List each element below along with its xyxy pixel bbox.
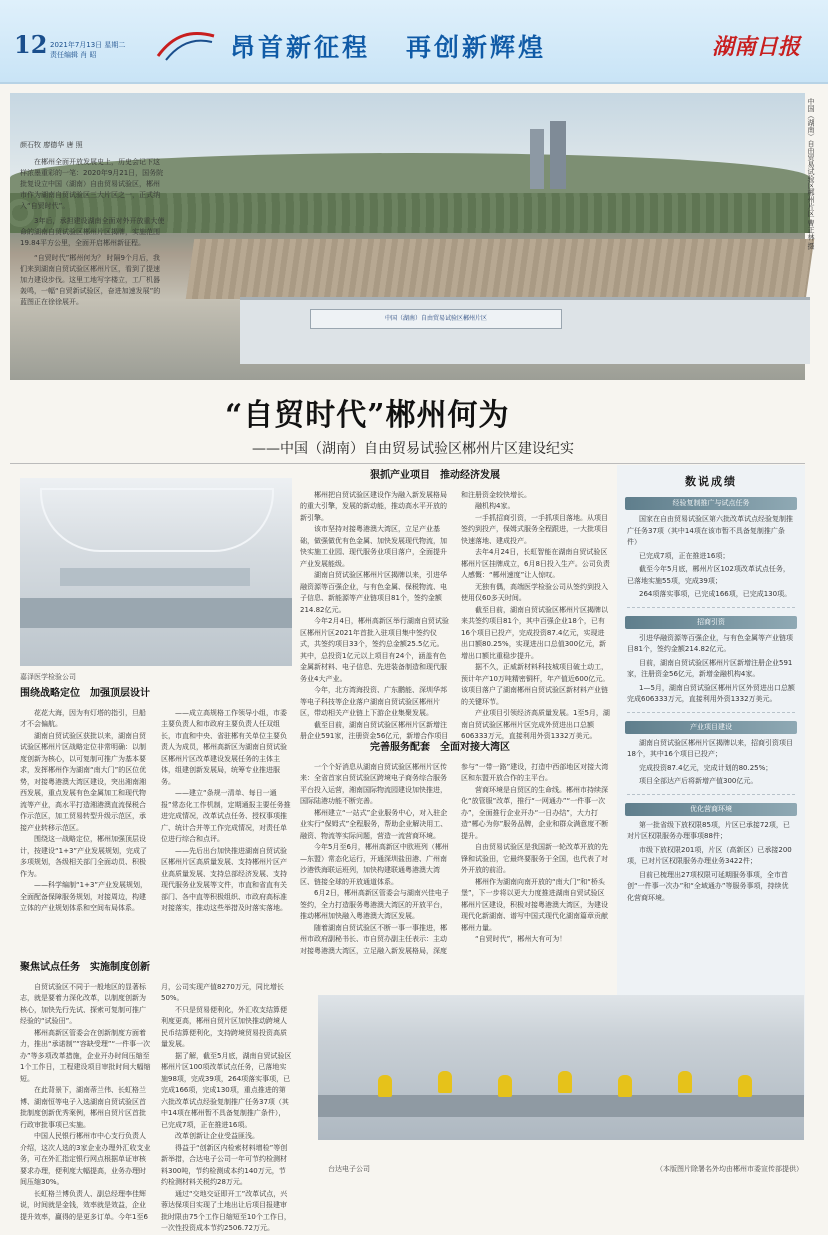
paragraph: 郴州高新区管委会在创新制度方面着力，推出“承诺制”“容缺受理”“一件事一次办”等多项改革措施，企业开办时间压缩至1个工作日，工程建设项目审批时间大幅缩短。	[20, 1028, 151, 1083]
stats-line: 264项落实事项，已完成166项，已完成130项。	[639, 590, 792, 598]
factory-photo	[318, 995, 804, 1140]
stats-block	[627, 738, 795, 788]
paragraph: 郴州建立“一站式”企业服务中心，对入驻企业实行“保姆式”全程服务，帮助企业解决用工、融资、物流等实际问题，营造一流营商环境。	[300, 808, 448, 840]
paragraph: 郴州作为湖南向南开放的“南大门”和“桥头堡”，下一步将以更大力度推进湖南自贸试验区郴州片区建设，积极对接粤港澳大湾区，为建设现代化新湖南、谱写中国式现代化湖南篇章贡献郴州力量。	[461, 877, 608, 932]
editor-line: 责任编辑 肖 昭	[50, 51, 97, 59]
paragraph: ——建立“条规一清单、每日一通报”常态化工作机制，定期通报主要任务推进完成情况，改革试点任务、授权事项推广、统计合并等工作完成情况，对责任单位进行综合和点评。	[161, 789, 291, 843]
article-section	[300, 742, 610, 990]
page-number: 12	[14, 30, 48, 59]
stats-heading: 优化营商环境	[625, 803, 797, 816]
header-slogan	[230, 28, 546, 64]
intro-paragraph: 3年后，承担建设湖南全面对外开放重大使命的湖南自贸试验区郴州片区揭牌，实施范围19.84平方公里，全面开启郴州新征程。	[20, 217, 165, 247]
stats-line: 国家在自由贸易试验区第六批改革试点经验复制推广任务37项（其中14项在该市暂不具备复制推广条件）	[627, 515, 793, 546]
photo-worker	[498, 1075, 512, 1097]
paragraph: 融机构4家。	[475, 502, 515, 510]
stats-line: 项目全部达产后将新增产值300亿元。	[639, 777, 758, 785]
photo-ceiling	[40, 488, 274, 552]
photo-credit: （本版图片除署名外均由郴州市委宣传部提供）	[656, 1165, 803, 1173]
lab-photo-caption: 嘉泽医学检验公司	[20, 673, 76, 681]
paragraph: 在此背景下，湖南蒂兰伟、长虹格兰博、湖南恒等电子入选湖南自贸试验区首批制度创新优秀案例，郴州自贸片区首批行政审批事项已实施。	[20, 1086, 146, 1129]
photo-worker	[678, 1071, 692, 1093]
stats-heading: 经验复制推广与试点任务	[625, 497, 797, 510]
section-title: 完善服务配套 全面对接大湾区	[370, 742, 510, 753]
factory-photo-caption: 台达电子公司	[328, 1165, 370, 1173]
paragraph: 围绕这一战略定位，郴州加强顶层设计，按建设“1+3”产业发展规划，完成了多项规划，各级相关部门全面动员、积极作为。	[20, 835, 148, 878]
paragraph: 今年2月4日，郴州高新区举行湖南自贸试验区郴州片区2021年首批入驻项目集中签约仪式，共签约项目33个，签约总金额25.5亿元。其中，总投资1亿元以上项目有24个，涵盖有色金属新材料、电子信息、先进装备制造和现代服务业4大产业。	[300, 617, 449, 683]
article-section	[20, 688, 292, 958]
intro-paragraph: 在郴州全面开放发展史上，历史会记下这样浓墨重彩的一笔：2020年9月21日，国务院批复设立中国（湖南）自由贸易试验区，郴州市作为湖南自贸试验区三大片区之一，正式纳入“自贸时代”。	[20, 158, 164, 210]
paragraph: 花花大海，因为有灯塔的指引，旦船才不会偏航。	[20, 708, 146, 728]
stats-line: 已完成7项，正在推进16项；	[639, 551, 730, 560]
photo-warehouse-roof	[186, 239, 814, 299]
stats-line: 目前，湖南自贸试验区郴州片区新增注册企业591家，注册资金56亿元，新增金融机构4家。	[627, 658, 793, 678]
stats-heading: 产业项目建设	[625, 721, 797, 734]
paragraph: 湖南自贸试验区郴州片区揭牌以来，引进华融资源等百强企业，与有色金属、保税物流、电子信息、新能源等产业链项目81个，签约金额214.82亿元。	[300, 571, 447, 614]
lab-photo	[20, 478, 292, 666]
intro-paragraph: “自贸时代”郴州何为？ 时隔9个月后，我们来到湖南自贸试验区郴州片区，看到了提速加力建设步伐。这里工地写字楼立，工厂机器轰鸣，一幅“自贸新试验区，奋进加速发展”的蓝图正在徐徐展开。	[20, 254, 161, 306]
slogan-2: 再创新辉煌	[406, 33, 547, 62]
paragraph: 截至目前，湖南自贸试验区郴州片区揭牌以来共签约项目81个，其中百强企业18个，已有16个项目已投产，完成投资87.4亿元，实现进出口额80.25%，实现进出口总值300亿元，新增出口额比重稳步提升。	[461, 605, 608, 660]
paragraph: 营商环境是自贸区的生命线。郴州市持续深化“放管服”改革，推行“一网通办”“一件事一次办”，全面推行企业开办“一日办结”，大力打造“郴心为你”服务品牌，企业和群众满意度不断提升。	[461, 785, 609, 840]
stats-divider	[627, 794, 795, 795]
section-title: 围绕战略定位 加强顶层设计	[20, 688, 150, 699]
article-section	[300, 470, 610, 740]
stats-line: 目前已梳理出27项权限可延期服务事项，全市首创“一件事一次办”和“全域通办”等服务事项，持续优化营商环境。	[627, 870, 789, 902]
stats-line: 引进华融资源等百强企业，与有色金属等产业链项目81个，签约金额214.82亿元。	[627, 633, 793, 653]
photo-side-caption: 中国（湖南）自由贸易试验区郴州片区 曹正林 摄	[807, 98, 815, 250]
paragraph: 湖南自贸试验区获批以来，湖南自贸试验区郴州片区战略定位非常明确：以制度创新为核心，以可复制可推广为基本要求，发挥郴州作为湖南“南大门”的区位优势，对接粤港澳大湾区建设，突出湘南湘西发展，重点发展有色金属加工和现代物流等产业，高水平打造湘港澳直流保税合作示范区，加工贸易转型升级示范区，承接产业转移示范区。	[20, 731, 147, 832]
paragraph: 该市坚持对接粤港澳大湾区，立足产业基础，做强做优有色金属、加快发展现代物流，加快实施工业园、现代服务业项目落户，全面提升产业发展能级。	[300, 525, 447, 568]
stats-line: 市级下放权限201项，片区（高新区）已承接200项，已对片区权限服务办理业务3422件；	[627, 845, 792, 865]
stats-line: 完成投资87.4亿元，完成计划的80.25%；	[639, 763, 773, 772]
paragraph: “自贸时代”，郴州大有可为！	[475, 935, 567, 943]
photo-worker	[378, 1075, 392, 1097]
photo-worker	[738, 1075, 752, 1097]
paragraph: 通过“交地交证即开工”改革试点，兴蓉达保项目实现了土地出让后项目报建审批时限由75个工作日缩短至10个工作日，一次性投资成本节约2506.72万元。	[161, 1189, 291, 1232]
paper-name: 湖南日报	[711, 34, 800, 60]
photo-worker	[438, 1071, 452, 1093]
stats-divider	[627, 607, 795, 608]
paragraph: 自由贸易试验区是我国新一轮改革开放的先锋和试验田，它最终要服务于全国，也代表了对外开放的前沿。	[461, 843, 608, 874]
headline: “自贸时代”郴州何为	[225, 398, 510, 433]
paragraph: 一个个好消息从湖南自贸试验区郴州片区传来：全省首家自贸试验区跨境电子商务综合服务平台投入运营，湘南国际物流园建设加快推进，国际陆港功能不断完善。	[300, 762, 447, 805]
divider	[10, 463, 805, 464]
paragraph: 郴州把自贸试验区建设作为融入新发展格局的重大引擎，发展的新动能，推动高水平开放的新引擎。	[300, 490, 447, 522]
stats-line: 第一批省级下放权限85项，片区已承接72项，已对片区权限服务办理事项88件；	[627, 820, 790, 840]
article-section	[20, 962, 292, 1232]
paragraph: 产业项目引领经济高质量发展。1至5月，湖南自贸试验区郴州片区完成外贸进出口总额606333万元，直接利用外资1332万美元。	[461, 709, 610, 740]
stats-line: 1—5月，湖南自贸试验区郴州片区外贸进出口总额完成606333万元，直接利用外资1332万美元。	[627, 683, 795, 703]
slogan-1: 昂首新征程	[230, 33, 371, 62]
stats-block	[627, 514, 795, 601]
paragraph: 据了解，截至5月底，湖南自贸试验区郴州片区100项改革试点任务，已落地实施98项，完成39项，264项落实事项，已完成166项，完成130项，重点推进的第六批改革试点经验复制推广任务37项（其中14项在郴州暂不具备复制推广条件），已完成7项，正在推进16项。	[161, 1051, 292, 1129]
paragraph: 自贸试验区不同于一般地区的显著标志，就是要着力深化改革，以制度创新为核心，加快先行先试、探索可复制可推广经验的“试验田”。	[20, 982, 146, 1025]
ribbon-decoration-icon	[156, 26, 216, 62]
paragraph: 不只是贸易便利化，外汇收支结算便利度更高，郴州自贸片区加快推动跨境人民币结算便利化，支持跨境贸易投资高质量发展。	[161, 1005, 287, 1048]
byline: 颜石牧 廖德华 唐 照	[20, 141, 83, 149]
subheadline: ——中国（湖南）自由贸易试验区郴州片区建设纪实	[252, 441, 574, 457]
photo-worker	[618, 1075, 632, 1097]
photo-bench	[60, 568, 250, 586]
stats-block	[627, 820, 795, 905]
date-line: 2021年7月13日 星期二	[50, 41, 126, 49]
paragraph: ——科学编制“1+3”产业发展规划，全面配备保障服务规划，对接周边，构建立体的产业规划体系和空间布局体系。	[20, 881, 148, 912]
stats-heading: 招商引资	[625, 616, 797, 629]
paragraph: 得益于“创新区内检索材料增检”等创新举措，合达电子公司一年可节约检测材料300吨，节约检测成本约140万元，节约检测材料关税约28万元。	[161, 1143, 288, 1186]
photo-warehouse-wall	[240, 297, 810, 364]
photo-tower	[550, 121, 566, 189]
paragraph: 长虹格兰博负责人、副总经理李佳辉说，时间就是金钱，效率就是效益，企业提升效率，赢得的是更多订单。今年1至6月，公司实现产值8270万元，同比增长50%。	[20, 982, 284, 1221]
stats-block	[627, 633, 795, 706]
photo-assembly-line	[318, 1095, 804, 1117]
paragraph: 今年，北方湾海投资、广东鹏能、深圳华邦等电子科技等企业落户湖南自贸试验区郴州片区，带动相关产业链上下游企业集聚发展。	[300, 686, 447, 717]
paragraph: 改革创新让企业受益匪浅。	[175, 1132, 259, 1140]
paragraph: ——成立高规格工作领导小组，市委主要负责人和市政府主要负责人任双组长，市直和中央、省驻郴有关单位主要负责人为成员，郴州高新区为湖南自贸试验区郴州片区改革建设发展任务的主体主体，组建创新发展局，统筹专业推进服务。	[161, 708, 287, 786]
paragraph: 去年4月24日，长虹智能在湖南自贸试验区郴州片区挂牌成立，6月8日投入生产。公司负责人感慨：“郴州速度”让人惊叹。	[461, 548, 610, 579]
section-title: 狠抓产业项目 推动经济发展	[370, 470, 500, 481]
paragraph: 无独有偶，高端医学检验公司从签约到投入使用仅60多天时间。	[461, 582, 608, 602]
photo-sign: 中国（湖南）自由贸易试验区郴州片区	[310, 309, 562, 329]
photo-worker	[558, 1071, 572, 1093]
paragraph: ——先后出台加快推进湖南自贸试验区郴州片区高质量发展、支持郴州片区产业高质量发展、支持总部经济发展、支持现代服务业发展等文件，市直和省直有关部门、各中直等积极组织、市政府高标准对接落实，推动这些举措及时落实落地。	[161, 846, 287, 912]
paragraph: 6月2日，郴州高新区管委会与湖南兴佳电子签约，全力打造服务粤港澳大湾区的开放平台，推动郴州加快融入粤港澳大湾区发展。	[300, 889, 449, 920]
stats-title: 数说成绩	[685, 475, 737, 488]
photo-bench	[20, 598, 292, 628]
paragraph: 今年5月至6月，郴州高新区中欧班列（郴州—东盟）常态化运行，开通深圳盐田港、广州南沙港铁海联运班列，加快构建联通粤港澳大湾区、链接全球的开放通道体系。	[300, 843, 449, 886]
paragraph: 随着湖南自贸试验区不断一事一事推进，郴州市政府副秘书长、市自贸办副主任表示：主动对接粤港澳大湾区，立足融入新发展格局，深度参与“一带一路”建设，打造中西部地区对接大湾区和东盟开放合作的主平台。	[300, 762, 609, 955]
stats-line: 截至今年5月底，郴州片区102项改革试点任务，已落地实施55项，完成39项；	[627, 565, 790, 585]
intro-block	[20, 140, 165, 312]
photo-tower	[530, 129, 544, 189]
page-header	[0, 0, 828, 84]
section-title: 聚焦试点任务 实施制度创新	[20, 962, 150, 973]
stats-divider	[627, 712, 795, 713]
header-meta	[50, 40, 125, 60]
stats-line: 湖南自贸试验区郴州片区揭牌以来，招商引资项目18个，其中16个项目已投产；	[627, 738, 793, 758]
paragraph: 截至目前，湖南自贸试验区郴州片区新增注册企业591家，注册资金56亿元，新增合作项目和注册资金较快增长。	[300, 490, 531, 740]
paragraph: 一手抓招商引资，一手抓项目落地。从项目签约到投产，保姆式服务全程跟进，一大批项目快速落地、建成投产。	[461, 513, 608, 545]
paragraph: 据不久，正威新材料科技城项目破土动工，预计年产10万吨精密铜杆，年产值近600亿元。该项目落户了湖南郴州自贸试验区新材料产业链的关键环节。	[461, 663, 610, 706]
paragraph: 中国人民银行郴州市中心支行负责人介绍，这次人选的3家企业办理外汇收支业务，可在外汇指定银行网点根据单证审核要求办理，便利度大幅提高，业务办理时间压缩30%。	[20, 1132, 151, 1186]
